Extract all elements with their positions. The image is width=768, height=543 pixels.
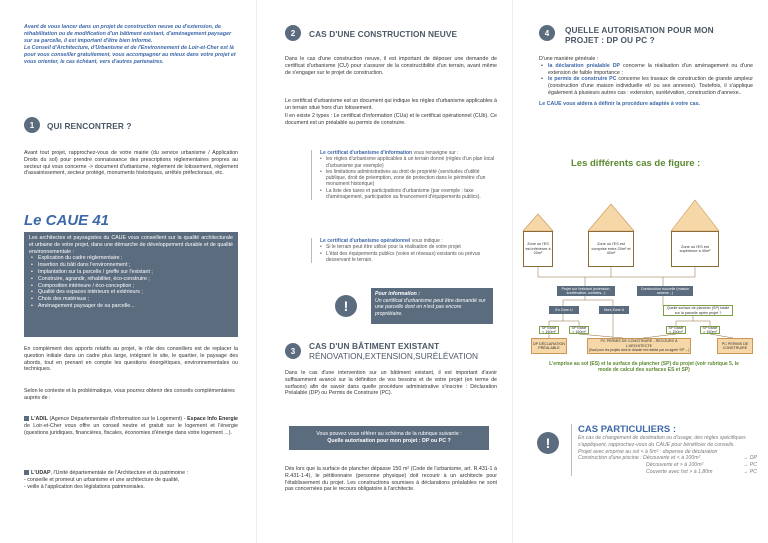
sp-4: SP totale > 150m² bbox=[700, 326, 720, 334]
cua-title: Le certificat d'urbanisme d'information bbox=[320, 150, 413, 156]
udap-label: L'UDAP bbox=[31, 470, 51, 476]
info-box bbox=[371, 288, 493, 324]
caue-para-2: Selon le contexte et la problématique, vous pourrez obtenir des conseils complémentaires auprès de : bbox=[24, 388, 235, 401]
udap-line-2: - veille à l'application des législations patrimoniales. bbox=[24, 483, 145, 490]
diagram-caption: L'emprise au sol (ES) et la surface de plancher (SP) du projet (voir rubrique 5, le mode de calcul des surfaces ES et SP) bbox=[549, 361, 739, 374]
caue-list-item: • Insertion du bâti dans l'environnement ; bbox=[29, 262, 233, 269]
outcome-pc-architect bbox=[587, 338, 691, 354]
special-cases-l4b: → PC bbox=[743, 468, 757, 475]
dp-text: concerne la réalisation d'un aménagement ou d'une extension de faible importance ; bbox=[548, 62, 753, 76]
udap-line-1: - conseille et promeut un urbanisme et une architecture de qualité, bbox=[24, 476, 180, 483]
section-4-number: 4 bbox=[539, 25, 555, 41]
section-2-p2: Le certificat d'urbanisme est un document qui indique les règles d'urbanisme applicables à un terrain situé hors d'un lotissement. bbox=[285, 98, 497, 111]
pc-text: concerne les travaux de construction de grande ampleur (construction d'une maison individuelle et/ ou ses annexes). Toutefois, il s'applique également à plusieurs autres cas : extension, surélévation, construction d'annexe.. bbox=[548, 76, 753, 96]
cub-list bbox=[320, 244, 497, 263]
caue-intro: Les architectes et paysagistes du CAUE vous conseillent sur la qualité architecturale et urbaine de votre projet, dans une démarche de développement durable et de qualité environnementale : bbox=[29, 235, 233, 255]
sp-3: SP totale < 150m² bbox=[666, 326, 686, 334]
cub-note bbox=[311, 238, 497, 263]
special-cases-text: En cas de changement de destination ou d'usage, des règles spécifiques s'appliquent, rapprochez-vous du CAUE pour bénéficier de conseils. bbox=[578, 435, 746, 448]
intro-text: Avant de vous lancer dans un projet de construction neuve ou d'extension, de réhabilitation ou de modification d'un bâtiment existant, d'aménagement paysager sur sa parcelle, il est important d'être bien informé. Le Conseil d'Architecture, d'Urbanisme et de l'Environnement de Loir-et-Cher est là pour vous conseiller gratuitement, vous accompagner au mieux dans votre projet et vous orienter, le cas échéant, vers d'autres partenaires. bbox=[24, 24, 236, 65]
cua-list-item: • les règles d'urbanisme applicables à un terrain donné (règles d'un plan local d'urbanisme par exemple) bbox=[320, 156, 497, 169]
sp-2: SP totale > 150m² bbox=[569, 326, 589, 334]
project-existing: Projet sur l'existant (extension, surélévation, combles...) bbox=[557, 286, 615, 296]
caue-list-item: • Construire, agrandir, réhabiliter, éco-construire ; bbox=[29, 276, 233, 283]
special-cases-l3a: Découverte et > à 100m² bbox=[646, 462, 704, 469]
special-cases-l2 bbox=[578, 455, 757, 462]
caue-list-item: • Choix des matériaux ; bbox=[29, 296, 233, 303]
section-2-title: CAS D'UNE CONSTRUCTION NEUVE bbox=[309, 29, 458, 39]
cub-list-item: • Si le terrain peut être utilisé pour la réalisation de votre projet bbox=[320, 244, 497, 250]
section-2-p3: Il en existe 2 types : Le certificat d'information (CUa) et le certificat opérationnel (CUb). Ce document est un préalable au permis de construire. bbox=[285, 113, 497, 126]
exclamation-icon: ! bbox=[335, 295, 357, 317]
section-1-title: QUI RENCONTRER ? bbox=[47, 121, 132, 131]
section-3-p2: Dès lors que la surface de plancher dépasse 150 m² (Code de l'urbanisme, art. R.431-1 à R.431-1-4), le pétitionnaire (personne physique) doit recourir à un architecte pour l'établissement du projet. Les constructions soumises à déclarations préalables ne sont pas concernées par le recours obligatoire à l'architecte. bbox=[285, 466, 497, 493]
house-1-roof-icon bbox=[523, 214, 553, 231]
adil-label: L'ADIL bbox=[31, 416, 48, 422]
udap-block bbox=[24, 470, 238, 490]
cub-title: Le certificat d'urbanisme opérationnel bbox=[320, 238, 411, 244]
section-4-lead: D'une manière générale : bbox=[539, 56, 599, 62]
cub-list-item: • L'état des équipements publics (voies et réseaux) existants ou prévus desservant le terrain. bbox=[320, 251, 497, 264]
cua-note bbox=[311, 150, 497, 200]
caue-list bbox=[29, 255, 233, 309]
column-right bbox=[512, 0, 768, 543]
adil-block bbox=[24, 416, 238, 436]
special-cases-l4a: Couverte avec hst > à 1,80m bbox=[646, 468, 713, 475]
house-1: Zone où l'ES est inférieure à 20m² bbox=[523, 231, 553, 267]
house-3: Zone où l'ES est supérieure à 40m² bbox=[671, 231, 719, 267]
special-cases-l1: Projet avec emprise au sol < à 5m² : dispense de déclaration bbox=[578, 448, 718, 455]
special-cases-l3b: → PC bbox=[743, 462, 757, 469]
caue-title: Le CAUE 41 bbox=[24, 212, 110, 229]
caue-advice-box bbox=[24, 232, 238, 337]
section-2-p1: Dans le cas d'une construction neuve, il est important de déposer une demande de certificat d'urbanisme (CU) pour s'assurer de la constructibilité d'un terrain, avant même de s'engager sur le projet de construction. bbox=[285, 56, 497, 76]
cua-list-item: • les limitations administratives au droit de propriété (servitudes d'utilité publique, droit de préemption, zone de protection dans le périmètre d'un monument historique) bbox=[320, 169, 497, 188]
house-2: Zone où l'ES est comprise entre 20m² et 40m² bbox=[588, 231, 634, 267]
section-3-title: CAS D'UN BÂTIMENT EXISTANT bbox=[309, 341, 440, 351]
exclamation-icon: ! bbox=[537, 432, 559, 454]
adil-text: (Agence Départementale d'Information sur le Logement) - bbox=[47, 416, 188, 422]
section-1-number: 1 bbox=[24, 117, 40, 133]
caue-list-item: • Composition intérieure / éco-conception ; bbox=[29, 283, 233, 290]
info-text: Un certificat d'urbanisme peut être demandé sur une parcelle dont on n'est pas encore propriétaire. bbox=[375, 297, 486, 317]
diagram-title: Les différents cas de figure : bbox=[571, 158, 701, 169]
cua-list bbox=[320, 156, 497, 200]
refer-line-2: Quelle autorisation pour mon projet : DP ou PC ? bbox=[327, 437, 451, 444]
caue-list-item: • Implantation sur la parcelle / greffe sur l'existant ; bbox=[29, 269, 233, 276]
house-2-roof-icon bbox=[588, 204, 634, 231]
special-cases-l3 bbox=[578, 462, 757, 469]
caue-list-item: • Explication du cadre réglementaire ; bbox=[29, 255, 233, 262]
section-1-para: Avant tout projet, rapprochez-vous de votre mairie (du service urbanisme / Application Droits du sol) pour prendre connaissance des prescriptions réglementaires propres au secteur qui vous concerne -> document d'urbanisme, règlement de lotissement, règlement d'assainissement, secteur protégé, monuments historiques, arrêtés préfectoraux, etc. bbox=[24, 150, 238, 177]
special-cases-title: CAS PARTICULIERS : bbox=[578, 424, 676, 435]
section-4-body bbox=[539, 56, 753, 108]
adil-text-2: de Loir-et-Cher vous offre un conseil neutre et gratuit sur le logement et l'énergie (questions juridiques, financières, fiscales, économies d'énergie dans votre logement ...). bbox=[24, 422, 238, 436]
house-3-roof-icon bbox=[671, 200, 719, 231]
cua-rest: vous renseigne sur : bbox=[412, 150, 459, 156]
special-cases-l4 bbox=[578, 469, 757, 476]
refer-box bbox=[289, 426, 489, 450]
square-bullet-icon bbox=[24, 416, 29, 421]
refer-line-1: Vous pouvez vous référer au schéma de la rubrique suivante : bbox=[316, 431, 462, 437]
cua-list-item: • La liste des taxes et participations d'urbanisme (par exemple : taxe d'aménagement, participation au financement d'équipements publics). bbox=[320, 188, 497, 201]
sp-1: SP totale < 150m² bbox=[539, 326, 559, 334]
outcome-pc-architect-label: PC PERMIS DE CONSTRUIRE - RECOURS À L'ARCHITECTE bbox=[600, 339, 678, 348]
section-2-number: 2 bbox=[285, 25, 301, 41]
zone-hors: Hors Zone U bbox=[599, 306, 629, 314]
caue-para-1: En complément des apports relatifs au projet, le rôle des conseillers est de replacer la question initiale dans un cadre plus large, intégrant le site, le quartier, le paysage des abords, tout en prenant en compte les questions énergétiques, environnementales ou techniques. bbox=[24, 346, 238, 373]
caue-list-item: • Qualité des espaces intérieurs et extérieurs ; bbox=[29, 289, 233, 296]
section-3-p1: Dans le cas d'une intervention sur un bâtiment existant, il est important d'avoir suffisamment avancé sur la définition de vos besoins et de votre projet (en terme de surfaces) afin de savoir dans quelle procédure administrative s'inscrire : Déclaration Préalable (DP) ou Permis de Construire (PC). bbox=[285, 370, 497, 397]
section-4-help: Le CAUE vous aidera à définir la procédure adaptée à votre cas. bbox=[539, 100, 701, 107]
cub-rest: vous indique : bbox=[410, 238, 443, 244]
info-title: Pour information : bbox=[375, 291, 420, 297]
square-bullet-icon bbox=[24, 470, 29, 475]
project-new: Construction nouvelle (maison annexe...) bbox=[637, 286, 693, 296]
pc-label: le permis de construire PC bbox=[548, 76, 617, 83]
procedure-diagram bbox=[513, 178, 768, 358]
udap-text: , l'Unité départementale de l'Architecture et du patrimoine : bbox=[50, 470, 188, 476]
column-middle bbox=[256, 0, 512, 543]
column-left bbox=[0, 0, 256, 543]
adil-bold: Espace Info Energie bbox=[187, 416, 238, 422]
special-cases-l2b: → DP bbox=[743, 455, 757, 462]
zone-u: En Zone U bbox=[549, 306, 579, 314]
special-cases bbox=[571, 424, 757, 476]
special-cases-l2a: Construction d'une piscine : Découverte et < à 100m² bbox=[578, 455, 701, 462]
outcome-pc: PC PERMIS DE CONSTRUIRE bbox=[717, 338, 753, 354]
section-4-title-l2: PROJET : DP OU PC ? bbox=[565, 35, 655, 45]
dp-label: la déclaration préalable DP bbox=[548, 62, 621, 69]
outcome-dp: DP DÉCLARATION PRÉALABLE bbox=[531, 338, 567, 354]
sp-question: Quelle surface de plancher (SP) totale sur la parcelle après projet ? bbox=[663, 305, 733, 316]
section-4-title-l1: QUELLE AUTORISATION POUR MON bbox=[565, 25, 714, 35]
section-3-subtitle: RÉNOVATION,EXTENSION,SURÉLÉVATION bbox=[309, 351, 479, 361]
section-3-number: 3 bbox=[285, 343, 301, 359]
section-4-title bbox=[565, 25, 714, 45]
caue-list-item: • Aménagement paysager de sa parcelle... bbox=[29, 303, 233, 310]
outcome-pc-architect-note: (Sauf pour les projets dont le dossier est réalisé par un agréé 'SP' ...) bbox=[588, 348, 690, 353]
